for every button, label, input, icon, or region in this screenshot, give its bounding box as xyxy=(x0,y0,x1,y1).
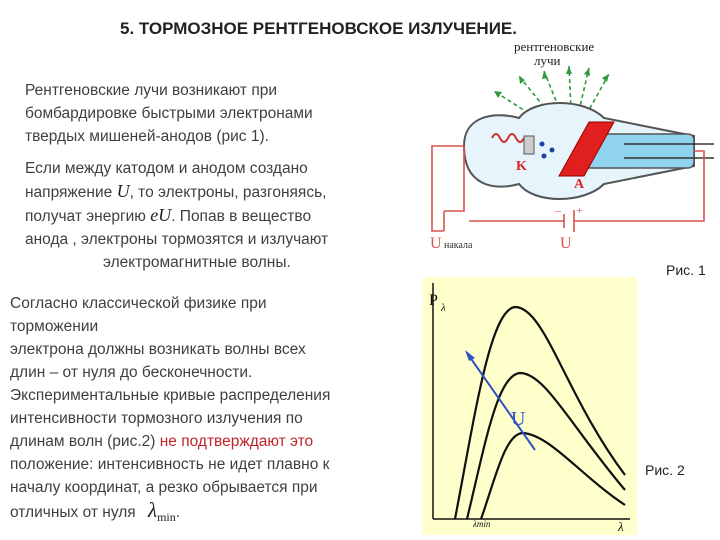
wire xyxy=(432,146,464,231)
text-line: длин – от нуля до бесконечности. xyxy=(10,364,253,381)
text-line xyxy=(25,180,328,204)
cathode-cup xyxy=(524,136,534,154)
text-line: электрона должны возникать волны всех xyxy=(10,341,306,358)
text-fragment: напряжение xyxy=(25,184,113,201)
text-fragment: длинам волн (рис.2) xyxy=(10,433,156,450)
symbol-lambda: λ xyxy=(147,498,158,522)
paragraph-intro xyxy=(25,79,313,148)
ray-arrowhead xyxy=(566,66,572,74)
slide-title: 5. ТОРМОЗНОЕ РЕНТГЕНОВСКОЕ ИЗЛУЧЕНИЕ. xyxy=(120,19,517,38)
text-fragment: . xyxy=(175,504,181,521)
u-voltage-label: U xyxy=(560,235,572,252)
paragraph-voltage xyxy=(25,157,328,274)
text-line: анода , электроны тормозятся и излучают xyxy=(25,231,329,248)
text-line: торможении xyxy=(10,318,99,335)
rays-label: рентгеновские xyxy=(514,39,595,54)
text-fragment: , то электроны, разгоняясь, xyxy=(129,184,327,201)
text-line: началу координат, а резко обрывается при xyxy=(10,479,318,496)
text-line: Рентгеновские лучи возникают при xyxy=(25,82,277,99)
symbol-lambda-sub: min xyxy=(157,510,176,525)
x-axis-label: λ xyxy=(618,519,624,534)
symbol-energy: eU xyxy=(150,205,172,225)
text-fragment: получат энергию xyxy=(25,208,146,225)
text-line xyxy=(10,499,330,529)
rays-label: лучи xyxy=(534,53,561,68)
anode-label: A xyxy=(574,177,585,192)
figure-xray-tube xyxy=(424,36,720,256)
cathode-label: K xyxy=(516,159,527,174)
electron-dot xyxy=(542,154,547,159)
text-line: бомбардировке быстрыми электронами xyxy=(25,105,313,122)
text-line: Согласно классической физике при xyxy=(10,295,267,312)
text-line: положение: интенсивность не идет плавно к xyxy=(10,456,330,473)
text-line: твердых мишеней-анодов (рис 1). xyxy=(25,128,269,145)
u-arrow-label: U xyxy=(511,408,526,430)
y-axis-sub: λ xyxy=(441,302,446,314)
ray-arrowheads xyxy=(494,66,609,98)
electron-dot xyxy=(540,142,545,147)
text-line xyxy=(10,430,330,453)
y-axis-label: P xyxy=(429,292,438,309)
u-heat-label: U xyxy=(430,235,442,252)
ray-arrowhead xyxy=(494,91,502,98)
caption-fig2: Рис. 2 xyxy=(645,462,685,478)
symbol-voltage: U xyxy=(116,181,130,201)
figure-spectrum xyxy=(405,275,641,537)
lambda-min-label: λmin xyxy=(473,519,491,529)
plus-sign: + xyxy=(576,203,583,217)
wire xyxy=(444,146,464,211)
text-line: интенсивности тормозного излучения по xyxy=(10,410,303,427)
text-line: Экспериментальные кривые распределения xyxy=(10,387,331,404)
caption-fig1: Рис. 1 xyxy=(666,262,706,278)
highlight-text: не подтверждают это xyxy=(159,433,314,450)
text-fragment: отличных от нуля xyxy=(10,504,136,521)
ray-arrowhead xyxy=(584,68,590,76)
u-heat-sub: накала xyxy=(444,240,473,251)
text-line: электромагнитные волны. xyxy=(103,254,291,271)
paragraph-classical xyxy=(10,292,330,529)
text-line: Если между катодом и анодом создано xyxy=(25,160,308,177)
minus-sign: – xyxy=(555,203,561,217)
text-fragment: . Попав в вещество xyxy=(171,208,312,225)
electron-dot xyxy=(550,148,555,153)
text-line xyxy=(25,204,328,228)
